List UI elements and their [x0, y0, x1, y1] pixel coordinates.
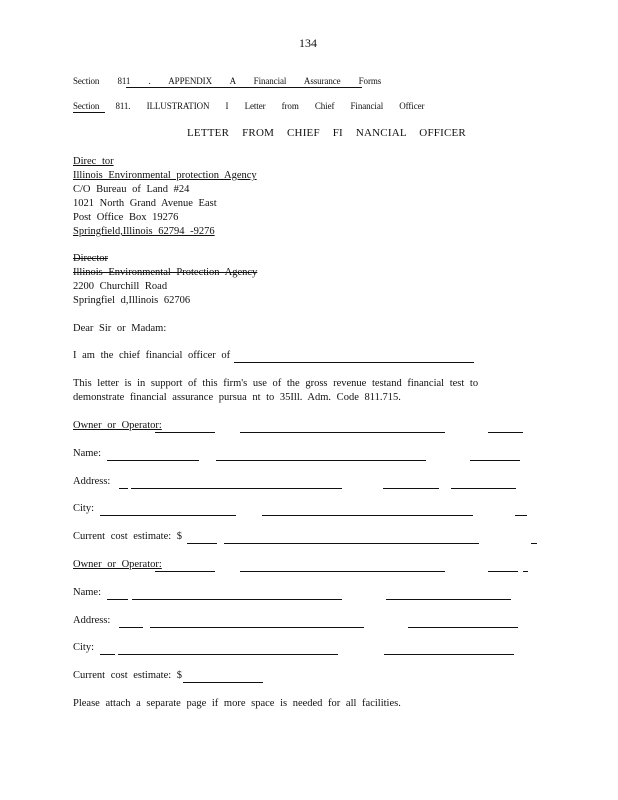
address1-line5: Post Office Box 19276: [73, 212, 179, 223]
address2-line1: Director: [73, 253, 108, 264]
address1-line3: C/O Bureau of Land #24: [73, 184, 190, 195]
letter-title: LETTER FROM CHIEF FI NANCIAL OFFICER: [187, 127, 466, 139]
illustration-heading-underline: [73, 112, 105, 113]
support-paragraph-line2: demonstrate financial assurance pursua nt to 35Ill. Adm. Code 811.715.: [73, 392, 401, 403]
firm-name-blank[interactable]: [234, 362, 474, 363]
address1-line1: Direc tor: [73, 156, 114, 167]
address-blank-1a[interactable]: [119, 488, 128, 489]
city-blank-1c[interactable]: [515, 515, 527, 516]
section-heading-underline: [126, 87, 362, 88]
address-blank-1b[interactable]: [131, 488, 342, 489]
city-blank-2b[interactable]: [118, 654, 338, 655]
address-blank-1d[interactable]: [451, 488, 516, 489]
address-label-2: Address:: [73, 615, 111, 626]
address2-line2: Illinois Environmental Protection Agency: [73, 267, 258, 278]
section-heading: Section 811 . APPENDIX A Financial Assurance Forms: [73, 76, 382, 86]
name-blank-2c[interactable]: [386, 599, 511, 600]
name-label-1: Name:: [73, 448, 101, 459]
city-label-2: City:: [73, 642, 95, 653]
address-blank-2c[interactable]: [408, 627, 518, 628]
cost-estimate-blank-1c[interactable]: [531, 543, 537, 544]
cost-estimate-blank-1a[interactable]: [187, 543, 217, 544]
illustration-heading: Section 811. ILLUSTRATION I Letter from Chief Financial Officer: [73, 101, 425, 111]
name-blank-2a[interactable]: [107, 599, 128, 600]
cost-estimate-blank-1b[interactable]: [224, 543, 479, 544]
support-paragraph-line1: This letter is in support of this firm's use of the gross revenue testand financial test to: [73, 378, 479, 389]
cost-estimate-label-1: Current cost estimate: $: [73, 531, 183, 542]
address-blank-2b[interactable]: [150, 627, 364, 628]
page-number: 134: [299, 36, 317, 50]
city-blank-2a[interactable]: [100, 654, 115, 655]
cost-estimate-label-2: Current cost estimate: $: [73, 670, 183, 681]
name-blank-2b[interactable]: [132, 599, 342, 600]
owner-operator-label-1: Owner or Operator:: [73, 420, 162, 431]
address2-line4: Springfiel d,Illinois 62706: [73, 295, 191, 306]
address-label-1: Address:: [73, 476, 111, 487]
city-blank-2c[interactable]: [384, 654, 514, 655]
owner-operator-blank-2d[interactable]: [523, 571, 528, 572]
city-blank-1b[interactable]: [262, 515, 473, 516]
name-blank-1b[interactable]: [216, 460, 426, 461]
name-blank-1a[interactable]: [107, 460, 199, 461]
owner-operator-blank-2a[interactable]: [155, 571, 215, 572]
address1-line4: 1021 North Grand Avenue East: [73, 198, 217, 209]
owner-operator-label-2: Owner or Operator:: [73, 559, 162, 570]
city-label-1: City:: [73, 503, 95, 514]
cfo-statement: I am the chief financial officer of: [73, 350, 231, 361]
address1-line6: Springfield,Illinois 62794 -9276: [73, 226, 215, 237]
salutation: Dear Sir or Madam:: [73, 323, 167, 334]
owner-operator-blank-2b[interactable]: [240, 571, 445, 572]
address-blank-2a[interactable]: [119, 627, 143, 628]
owner-operator-blank-1b[interactable]: [240, 432, 445, 433]
attach-page-note: Please attach a separate page if more space is needed for all facilities.: [73, 698, 401, 709]
address2-line3: 2200 Churchill Road: [73, 281, 168, 292]
address1-line2: Illinois Environmental protection Agency: [73, 170, 257, 181]
owner-operator-blank-1c[interactable]: [488, 432, 523, 433]
name-blank-1c[interactable]: [470, 460, 520, 461]
city-blank-1a[interactable]: [100, 515, 236, 516]
name-label-2: Name:: [73, 587, 101, 598]
cost-estimate-blank-2[interactable]: [183, 682, 263, 683]
owner-operator-blank-2c[interactable]: [488, 571, 518, 572]
address-blank-1c[interactable]: [383, 488, 439, 489]
owner-operator-blank-1a[interactable]: [155, 432, 215, 433]
